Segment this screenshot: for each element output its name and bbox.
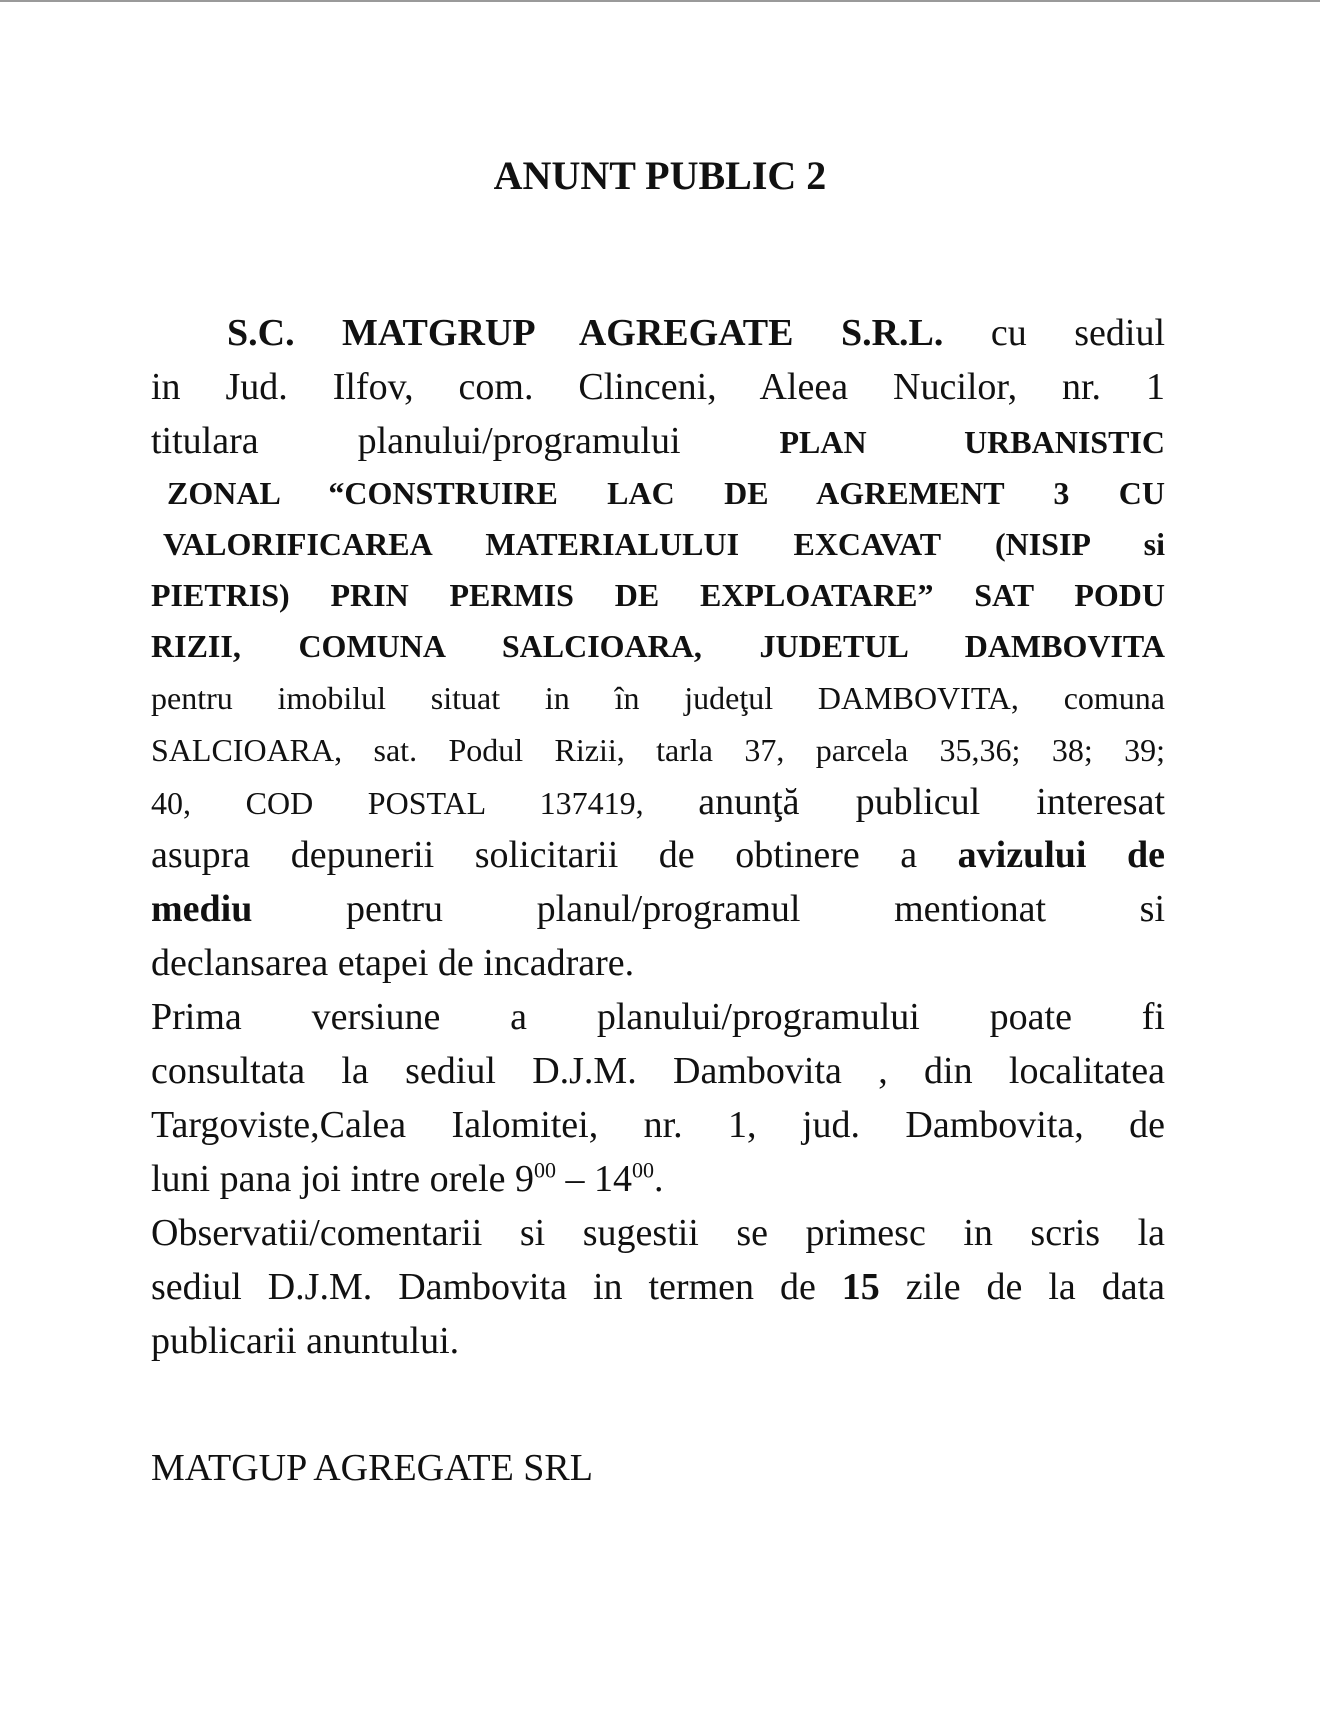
text-fragment: zile de la data [905,1266,1165,1308]
announcement-body [151,306,1165,1368]
location-line [151,776,1165,828]
text-fragment: cu sediul [990,312,1166,354]
text-fragment: . [654,1158,664,1200]
text-line [151,882,1165,936]
superscript: 00 [632,1157,655,1183]
signature: MATGUP AGREGATE SRL [151,1447,593,1489]
plan-title-line: PIETRIS) PRIN PERMIS DE EXPLOATARE” SAT PODU [151,577,1165,613]
plan-title-line: RIZII, COMUNA SALCIOARA, JUDETUL DAMBOVITA [151,628,1165,664]
text-fragment: asupra depunerii solicitarii de obtinere a [151,834,918,876]
text-line [151,828,1165,882]
top-rule [0,0,1320,2]
text-fragment: 40, COD POSTAL 137419, [151,785,644,821]
text-fragment: – 14 [556,1158,633,1200]
superscript: 00 [534,1157,557,1183]
location-line: pentru imobilul situat in în judeţul DAMBOVITA, comuna [151,680,1165,716]
text-line: in Jud. Ilfov, com. Clinceni, Aleea Nucilor, nr. 1 [151,366,1165,408]
plan-title-start: PLAN URBANISTIC [779,424,1166,460]
text-line [151,306,1165,360]
company-name: S.C. MATGRUP AGREGATE S.R.L. [227,312,944,354]
text-line: Observatii/comentarii si sugestii se primesc in scris la [151,1212,1165,1254]
emphasis: 15 [841,1266,880,1308]
text-fragment: anunţă publicul interesat [698,781,1166,823]
schedule-line [151,1152,1165,1206]
location-line: SALCIOARA, sat. Podul Rizii, tarla 37, parcela 35,36; 38; 39; [151,732,1165,768]
plan-title-line: ZONAL “CONSTRUIRE LAC DE AGREMENT 3 CU [167,475,1165,511]
emphasis: mediu [151,888,253,930]
text-fragment: sediul D.J.M. Dambovita in termen de [151,1266,816,1308]
text-line: publicarii anuntului. [151,1320,460,1362]
text-line: consultata la sediul D.J.M. Dambovita , din localitatea [151,1050,1165,1092]
text-line: Prima versiune a planului/programului poate fi [151,996,1165,1038]
text-fragment: titulara planului/programului [151,420,681,462]
text-line [151,414,1165,468]
emphasis: avizului de [957,834,1166,876]
text-line: declansarea etapei de incadrare. [151,942,635,984]
page-title: ANUNT PUBLIC 2 [493,153,827,198]
text-fragment: pentru planul/programul mentionat si [345,888,1166,930]
text-line: Targoviste,Calea Ialomitei, nr. 1, jud. Dambovita, de [151,1104,1165,1146]
text-line [151,1260,1165,1314]
text-fragment: luni pana joi intre orele 9 [151,1158,535,1200]
plan-title-line: VALORIFICAREA MATERIALULUI EXCAVAT (NISIP si [163,526,1165,562]
